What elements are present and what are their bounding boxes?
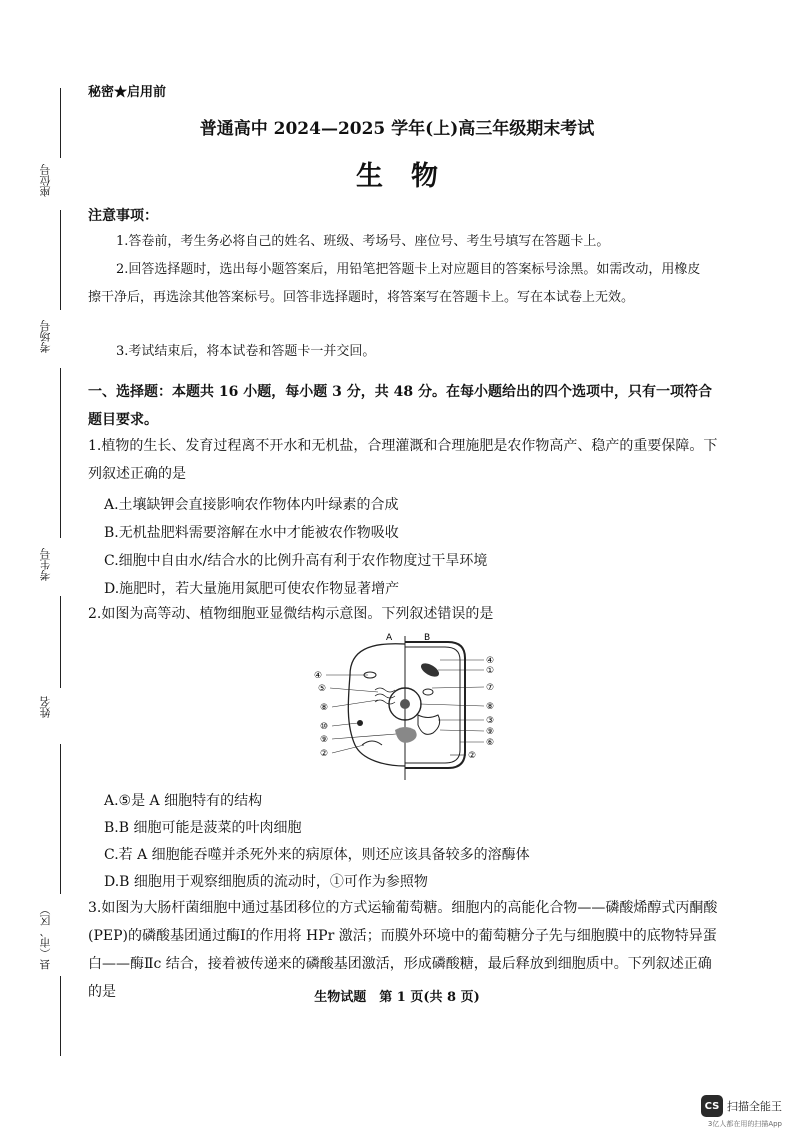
question-2-option-c: C.若 A 细胞能吞噬并杀死外来的病原体，则还应该具备较多的溶酶体 [104,847,530,863]
scanner-watermark [701,1095,782,1117]
right-label: ③ [486,716,495,726]
scanner-logo-icon: CS [701,1095,723,1117]
golgi [375,688,395,704]
label-a: A [386,633,393,643]
notice-heading: 注意事项： [88,208,158,224]
notice-item: 3.考试结束后，将本试卷和答题卡一并交回。 [116,344,376,359]
secret-mark: 秘密★启用前 [88,85,167,100]
scanner-brand: 扫描全能王 [727,1100,782,1113]
margin-label-county: 县（市、区） [39,904,52,970]
right-label: ② [468,751,477,761]
left-label: ⑤ [318,684,327,694]
cell-diagram [300,630,510,780]
left-label: ⑧ [320,703,329,713]
right-label: ④ [486,656,495,666]
chloroplast [419,661,441,680]
question-1-option-c: C.细胞中自由水/结合水的比例升高有利于农作物度过干旱环境 [104,553,488,569]
vacuole [418,715,440,734]
margin-label-seat: 座位号 [39,164,52,197]
margin-line [60,210,61,310]
mitochondrion [423,689,433,695]
question-1-option-a: A.土壤缺钾会直接影响农作物体内叶绿素的合成 [104,497,399,513]
animal-membrane [348,644,405,766]
left-label: ⑨ [320,735,329,745]
question-3-stem: 3.如图为大肠杆菌细胞中通过基团移位的方式运输葡萄糖。细胞内的高能化合物——磷酸烯醇式丙酮酸(PEP)的磷酸基团通过酶Ⅰ的作用将 HPr 激活；而膜外环境中的葡萄糖分子先与细胞膜中的底物特异蛋白——酶Ⅱc 结合，接着被传递来的磷酸基团激活，形成磷酸糖，最后释放到细胞质中。下列叙述正确的是 [88,900,718,1000]
question-1-option-d: D.施肥时，若大量施用氮肥可使农作物显著增产 [104,581,400,597]
exam-title: 普通高中 2024—2025 学年(上)高三年级期末考试 [199,119,595,139]
nucleolus [400,699,410,709]
question-1-option-b: B.无机盐肥料需要溶解在水中才能被农作物吸收 [104,525,399,541]
right-label: ⑨ [486,727,495,737]
vesicle [362,741,382,745]
margin-label-room: 考场号 [39,320,52,353]
left-label: ⑩ [320,722,329,732]
page-footer: 生物试题 第 1 页(共 8 页) [314,990,480,1005]
margin-line [60,596,61,688]
subject-title: 生物 [356,161,466,192]
left-label: ② [320,749,329,759]
right-label: ⑧ [486,702,495,712]
endoplasmic-reticulum [395,727,417,743]
question-2-option-b: B.B 细胞可能是菠菜的叶肉细胞 [104,820,302,836]
notice-item: 1.答卷前，考生务必将自己的姓名、班级、考场号、座位号、考生号填写在答题卡上。 [116,234,610,249]
right-label: ⑦ [486,683,495,693]
label-b: B [424,633,431,643]
question-1-stem [88,432,718,488]
left-label: ④ [314,671,323,681]
question-2-option-d: D.B 细胞用于观察细胞质的流动时，①可作为参照物 [104,874,428,890]
margin-label-name: 姓名 [39,696,52,718]
notice-item: 2.回答选择题时，选出每小题答案后，用铅笔把答题卡上对应题目的答案标号涂黑。如需改动，用橡皮擦干净后，再选涂其他答案标号。回答非选择题时，将答案写在答题卡上。写在本试卷上无效。 [88,262,701,305]
margin-line [60,744,61,894]
right-label: ⑥ [486,738,495,748]
section-heading: 一、选择题：本题共 16 小题，每小题 3 分，共 48 分。在每小题给出的四个选项中，只有一项符合题目要求。 [88,384,712,428]
right-label: ① [486,666,495,676]
margin-label-examinee: 考生号 [39,548,52,581]
margin-line [60,368,61,538]
question-2-stem: 2.如图为高等动、植物细胞亚显微结构示意图。下列叙述错误的是 [88,606,494,622]
scanner-tagline: 3亿人都在用的扫描App [707,1120,782,1128]
question-2-option-a: A.⑤是 A 细胞特有的结构 [104,793,263,809]
question-1-text: 1.植物的生长、发育过程离不开水和无机盐，合理灌溉和合理施肥是农作物高产、稳产的重要保障。下列叙述正确的是 [88,438,718,482]
